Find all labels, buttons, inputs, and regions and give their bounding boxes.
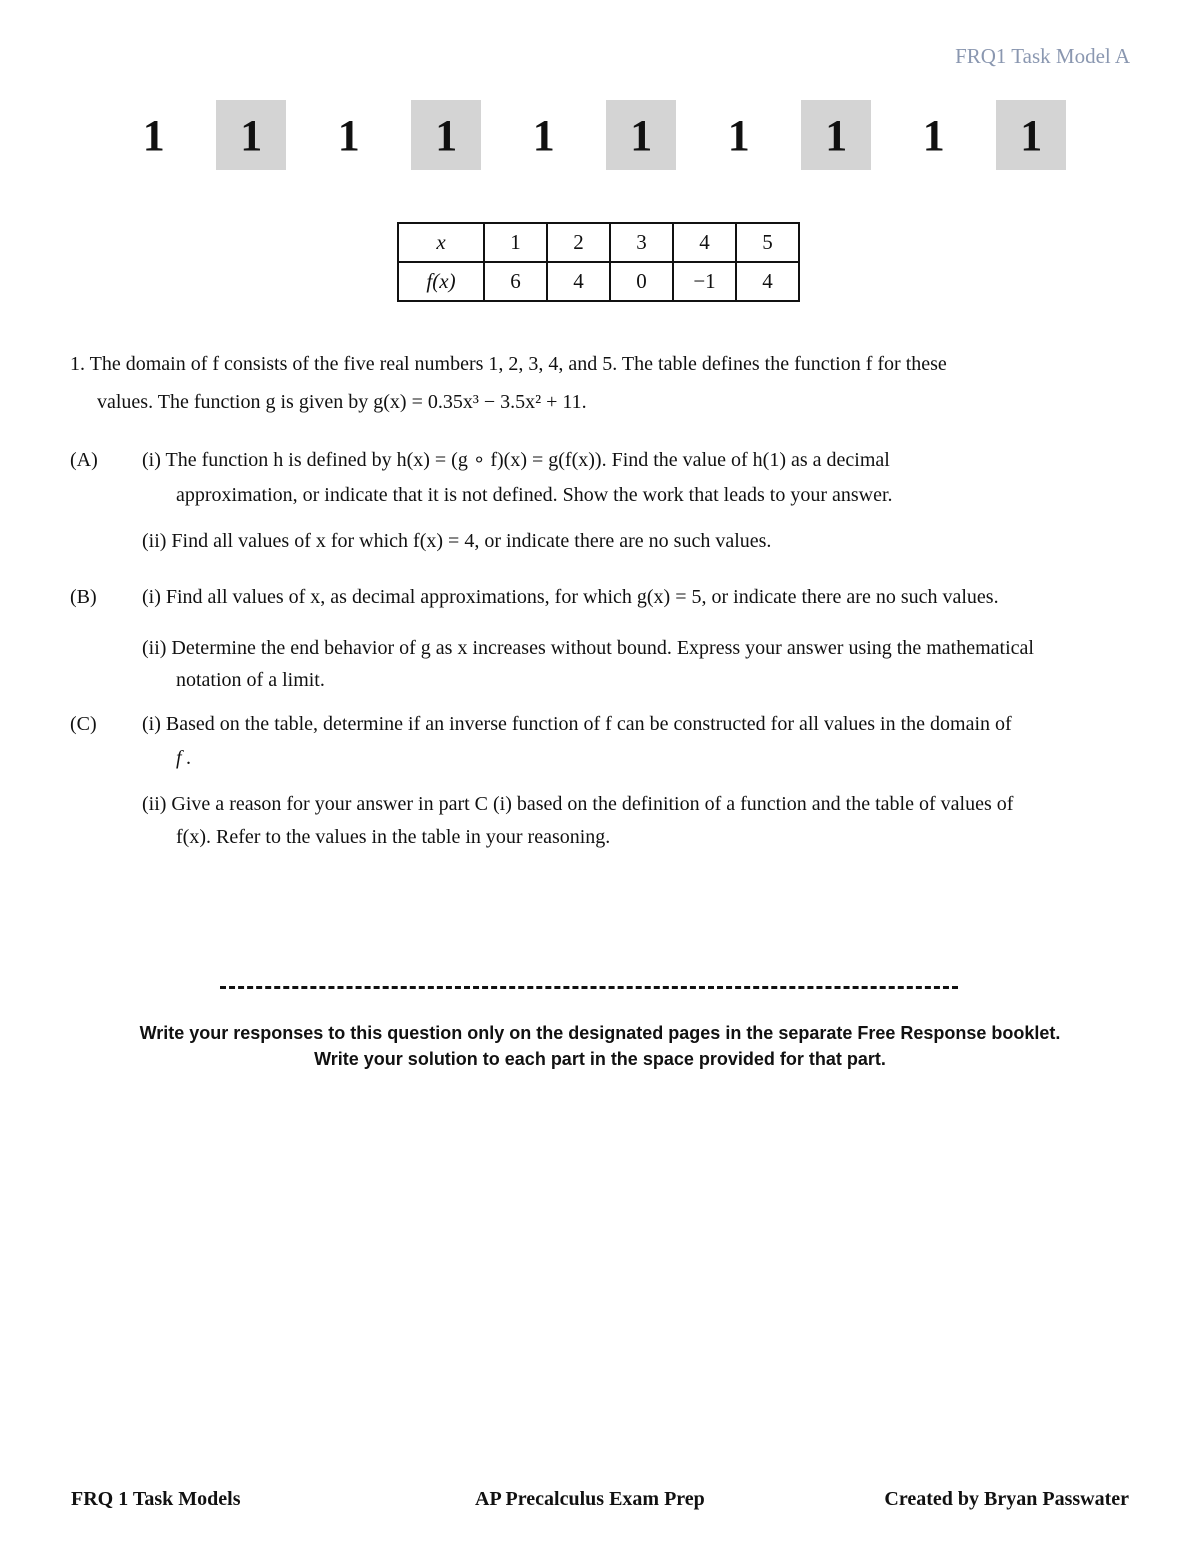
part-b-ii-line1: (ii) Determine the end behavior of g as x increases without bound. Express your answer using the mathematical xyxy=(142,637,1034,659)
part-a-i-line2: approximation, or indicate that it is not defined. Show the work that leads to your answer. xyxy=(176,484,893,506)
part-b-i: (i) Find all values of x, as decimal approximations, for which g(x) = 5, or indicate there are no such values. xyxy=(142,586,999,608)
question-stem-line1: 1. The domain of f consists of the five real numbers 1, 2, 3, 4, and 5. The table defines the function f for these xyxy=(70,353,947,375)
table-cell: 3 xyxy=(610,223,673,262)
table-cell: 6 xyxy=(484,262,547,301)
strip-number-shaded: 1 xyxy=(788,100,886,170)
instructions-line1: Write your responses to this question only on the designated pages in the separate Free Response booklet. xyxy=(139,1023,1061,1043)
section-divider xyxy=(220,986,958,989)
strip-number-shaded: 1 xyxy=(983,100,1081,170)
footer-center: AP Precalculus Exam Prep xyxy=(475,1488,705,1510)
part-c-ii-line1: (ii) Give a reason for your answer in part C (i) based on the definition of a function and the table of values of xyxy=(142,793,1014,815)
page-header-title: FRQ1 Task Model A xyxy=(955,44,1130,68)
table-cell: −1 xyxy=(673,262,736,301)
instructions-line2: Write your solution to each part in the space provided for that part. xyxy=(314,1049,886,1069)
strip-number-shaded: 1 xyxy=(398,100,496,170)
table-cell: 0 xyxy=(610,262,673,301)
table-cell: 4 xyxy=(673,223,736,262)
part-a-ii: (ii) Find all values of x for which f(x) = 4, or indicate there are no such values. xyxy=(142,530,772,552)
part-c-label: (C) xyxy=(70,713,97,735)
table-cell: 5 xyxy=(736,223,799,262)
strip-number: 1 xyxy=(727,110,750,160)
part-c-i-line1: (i) Based on the table, determine if an inverse function of f can be constructed for all values in the domain of xyxy=(142,713,1012,735)
part-c-i-line2: f . xyxy=(176,747,192,769)
strip-number: 1 xyxy=(337,110,360,160)
strip-number: 1 xyxy=(142,110,165,160)
footer-left: FRQ 1 Task Models xyxy=(71,1488,241,1510)
part-b-label: (B) xyxy=(70,586,97,608)
table-cell: 2 xyxy=(547,223,610,262)
table-cell: 4 xyxy=(736,262,799,301)
part-b-ii-line2: notation of a limit. xyxy=(176,669,325,691)
table-cell: 1 xyxy=(484,223,547,262)
part-a-label: (A) xyxy=(70,449,98,471)
strip-number: 1 xyxy=(532,110,555,160)
function-values-table xyxy=(397,222,800,302)
table-cell: 4 xyxy=(547,262,610,301)
table-row-x xyxy=(398,223,799,262)
strip-number: 1 xyxy=(922,110,945,160)
question-stem-line2: values. The function g is given by g(x) = 0.35x³ − 3.5x² + 11. xyxy=(97,391,587,413)
part-c-ii-line2: f(x). Refer to the values in the table in your reasoning. xyxy=(176,826,611,848)
part-a-i-line1: (i) The function h is defined by h(x) = (g ∘ f)(x) = g(f(x)). Find the value of h(1) as a decimal xyxy=(142,449,890,471)
footer-right: Created by Bryan Passwater xyxy=(884,1488,1129,1510)
strip-number-shaded: 1 xyxy=(203,100,301,170)
strip-number-shaded: 1 xyxy=(593,100,691,170)
number-strip xyxy=(105,100,1080,170)
table-row-fx xyxy=(398,262,799,301)
table-header-fx: f(x) xyxy=(398,262,484,301)
table-header-x: x xyxy=(398,223,484,262)
